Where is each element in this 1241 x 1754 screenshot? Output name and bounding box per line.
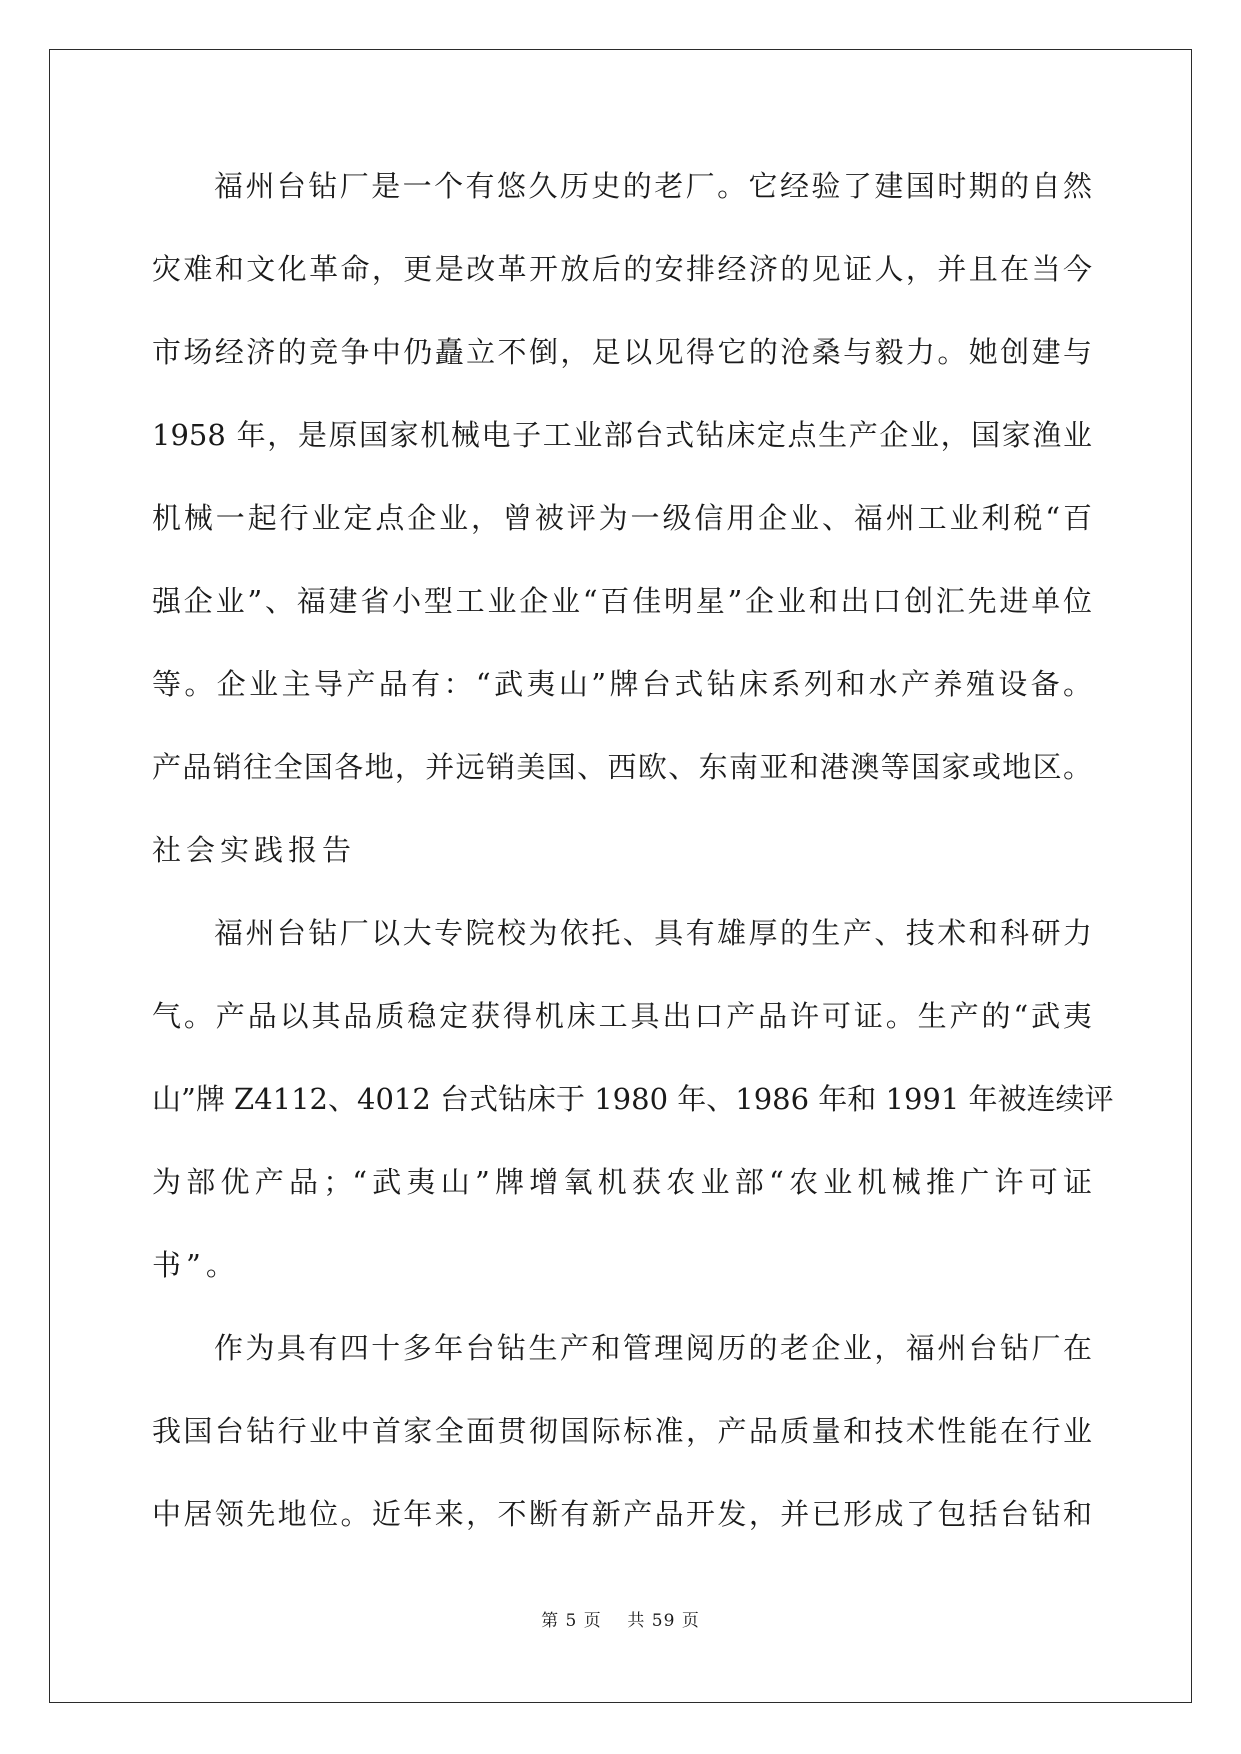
section-heading: 社会实践报告 [152, 833, 357, 867]
document-body [152, 160, 1114, 1571]
page-number: 第 5 页 共 59 页 [541, 1611, 700, 1631]
paragraph-line: 产品销往全国各地，并远销美国、西欧、东南亚和港澳等国家或地区。 [152, 750, 1092, 784]
paragraph-line: 灾难和文化革命，更是改革开放后的安排经济的见证人，并且在当今 [152, 252, 1092, 286]
paragraph-line: 我国台钻行业中首家全面贯彻国际标准，产品质量和技术性能在行业 [152, 1414, 1092, 1448]
paragraph-line: 作为具有四十多年台钻生产和管理阅历的老企业，福州台钻厂在 [214, 1331, 1092, 1365]
page-footer [0, 1606, 1241, 1631]
paragraph-line: 为部优产品；“武夷山”牌增氧机获农业部“农业机械推广许可证 [152, 1165, 1092, 1199]
paragraph-line: 强企业”、福建省小型工业企业“百佳明星”企业和出口创汇先进单位 [152, 584, 1092, 618]
paragraph-line: 书”。 [152, 1248, 240, 1282]
paragraph-line: 福州台钻厂是一个有悠久历史的老厂。它经验了建国时期的自然 [214, 169, 1092, 203]
paragraph-line: 等。企业主导产品有：“武夷山”牌台式钻床系列和水产养殖设备。 [152, 667, 1092, 701]
paragraph-line: 机械一起行业定点企业，曾被评为一级信用企业、福州工业利税“百 [152, 501, 1092, 535]
paragraph-line: 气。产品以其品质稳定获得机床工具出口产品许可证。生产的“武夷 [152, 999, 1092, 1033]
paragraph-line: 1958 年，是原国家机械电子工业部台式钻床定点生产企业，国家渔业 [152, 418, 1092, 452]
paragraph-line: 福州台钻厂以大专院校为依托、具有雄厚的生产、技术和科研力 [214, 916, 1092, 950]
paragraph-line: 山”牌 Z4112、4012 台式钻床于 1980 年、1986 年和 1991 年被连续评 [152, 1082, 1114, 1116]
paragraph-line: 中居领先地位。近年来，不断有新产品开发，并已形成了包括台钻和 [152, 1497, 1092, 1531]
paragraph-line: 市场经济的竞争中仍矗立不倒，足以见得它的沧桑与毅力。她创建与 [152, 335, 1092, 369]
